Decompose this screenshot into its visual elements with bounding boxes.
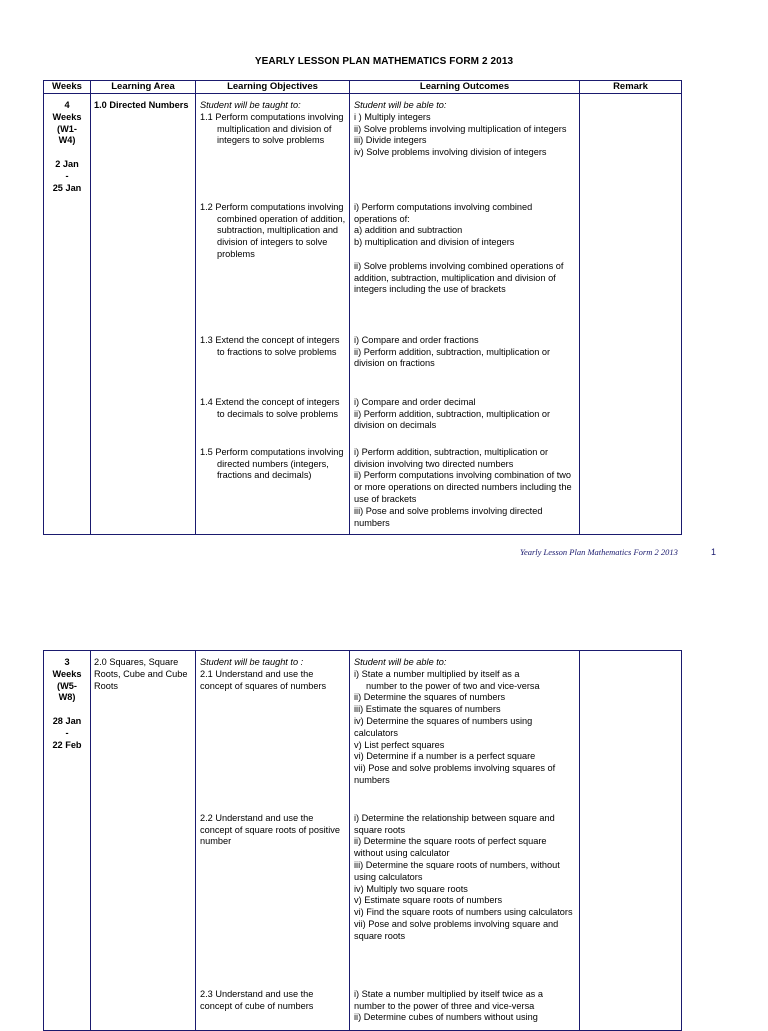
lesson-plan-table-1 (43, 80, 682, 535)
objective-1-2: 1.2 Perform computations involving combined operation of addition, subtraction, multiplication and division of integers to solve problems (200, 201, 346, 259)
page-title: YEARLY LESSON PLAN MATHEMATICS FORM 2 2013 (254, 56, 514, 67)
learning-area-cell: 2.0 Squares, Square Roots, Cube and Cube Roots (91, 651, 196, 1031)
outcomes-cell (350, 94, 580, 535)
header-learning-area: Learning Area (91, 81, 196, 94)
header-weeks: Weeks (44, 81, 91, 94)
objectives-cell (196, 94, 350, 535)
outcomes-heading: Student will be able to: (354, 100, 447, 110)
outcomes-cell (350, 651, 580, 1031)
table-row (44, 94, 682, 535)
remark-cell (580, 651, 682, 1031)
outcomes-group-2: i) Perform computations involving combined operations of: a) addition and subtraction b) multiplication and division of integers ii) Solve problems involving combined operations of addition, subtraction, multiplication and division of integers including the use of brackets (354, 201, 564, 295)
weeks-cell: 3 Weeks (W5- W8) 28 Jan - 22 Feb (44, 651, 91, 1031)
outcomes-group-1: i ) Multiply integers ii) Solve problems involving multiplication of integers iii) Divide integers iv) Solve problems involving division of integers (354, 111, 567, 158)
weeks-cell: 4 Weeks (W1- W4) 2 Jan - 25 Jan (44, 94, 91, 535)
learning-area-cell: 1.0 Directed Numbers (91, 94, 196, 535)
table-header-row (44, 81, 682, 94)
outcomes-group-5: i) Perform addition, subtraction, multiplication or division involving two directed numbers ii) Perform computations involving combination of two or more operations on directed numbers including the use of brackets iii) Pose and solve problems involving directed numbers (354, 446, 572, 528)
objective-1-5: 1.5 Perform computations involving directed numbers (integers, fractions and decimals) (200, 446, 344, 481)
objective-2-3: 2.3 Understand and use the concept of cube of numbers (200, 988, 314, 1011)
lesson-plan-table-2 (43, 650, 682, 1031)
outcomes-group-3: i) State a number multiplied by itself twice as a number to the power of three and vice-versa ii) Determine cubes of numbers without using (354, 988, 543, 1023)
outcomes-heading: Student will be able to: (354, 657, 447, 667)
header-learning-outcomes: Learning Outcomes (350, 81, 580, 94)
page-number: 1 (711, 547, 717, 557)
outcomes-group-3: i) Compare and order fractions ii) Perform addition, subtraction, multiplication or division on fractions (354, 334, 551, 369)
objective-1-4: 1.4 Extend the concept of integers to decimals to solve problems (200, 396, 340, 419)
header-learning-objectives: Learning Objectives (196, 81, 350, 94)
outcomes-group-4: i) Compare and order decimal ii) Perform addition, subtraction, multiplication or division on decimals (354, 396, 551, 431)
objective-2-1: 2.1 Understand and use the concept of squares of numbers (200, 668, 327, 691)
objectives-heading: Student will be taught to : (200, 657, 304, 667)
outcomes-group-2: i) Determine the relationship between square and square roots ii) Determine the square roots of perfect square without using calculator iii) Determine the square roots of numbers, without using calculators iv) Multiply two square roots v) Estimate square roots of numbers vi) Find the square roots of numbers using calculators vii) Pose and solve problems involving square and square roots (354, 812, 573, 941)
page-footer: Yearly Lesson Plan Mathematics Form 2 2013 (520, 547, 678, 557)
objective-1-3: 1.3 Extend the concept of integers to fractions to solve problems (200, 334, 340, 357)
remark-cell (580, 94, 682, 535)
objectives-cell (196, 651, 350, 1031)
table-row (44, 651, 682, 1031)
header-remark: Remark (580, 81, 682, 94)
objective-1-1: 1.1 Perform computations involving multiplication and division of integers to solve problems (200, 111, 344, 146)
objectives-heading: Student will be taught to: (200, 100, 301, 110)
objective-2-2: 2.2 Understand and use the concept of square roots of positive number (200, 812, 340, 847)
outcomes-group-1: i) State a number multiplied by itself as a number to the power of two and vice-versa ii) Determine the squares of numbers iii) Estimate the squares of numbers iv) Determine the squares of numbers using calculators v) List perfect squares vi) Determine if a number is a perfect square vii) Pose and solve problems involving squares of numbers (354, 668, 556, 785)
